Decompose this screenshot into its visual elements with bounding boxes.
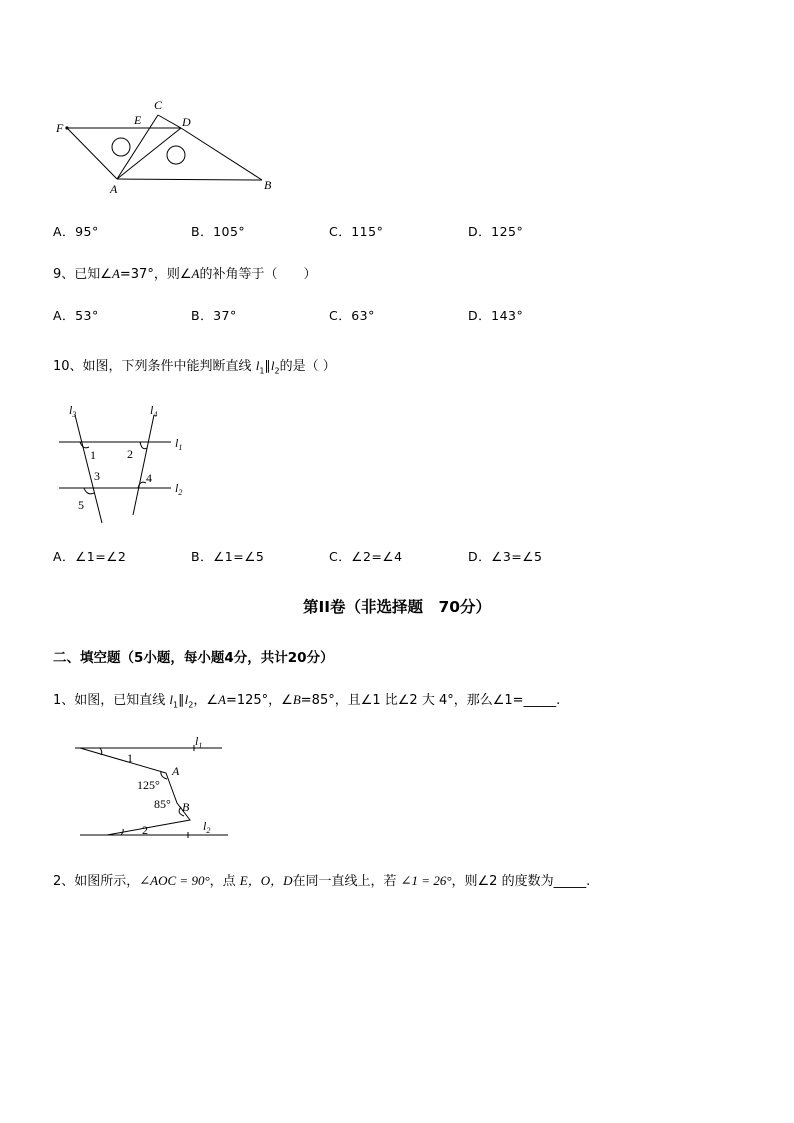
q10-l1: l: [255, 358, 260, 373]
q10-l1-sub: 1: [259, 366, 265, 376]
fig8-label-F: F: [56, 121, 64, 135]
figf1-angle-A-value: 125°: [137, 778, 160, 792]
fill2-text-1: ，点: [209, 874, 240, 889]
figf1-label-l2: $l_2$: [203, 819, 211, 835]
fig8-line-FA: [67, 128, 117, 179]
part2-title: 第II卷（非选择题 70分）: [302, 598, 492, 616]
option-text: 125°: [491, 224, 524, 239]
fill1-l2-sub: 2: [188, 700, 194, 710]
fill1-var-b: B: [292, 692, 301, 707]
option-letter: C．: [329, 308, 352, 323]
fill2-text-2: 在同一直线上，若: [292, 874, 401, 889]
q9-var-a2: A: [191, 266, 200, 281]
q9-option-a[interactable]: [53, 306, 99, 324]
fig10-angle-3: 3: [94, 469, 100, 483]
figure-q8: [0, 0, 794, 210]
fill2-text-prefix: 2、如图所示，: [53, 874, 140, 889]
q9-option-c[interactable]: [329, 306, 375, 324]
option-letter: A．: [53, 224, 76, 239]
option-text: 37°: [213, 308, 237, 323]
option-text: 63°: [351, 308, 375, 323]
fill2-text-3: ，则∠2 的度数为: [451, 874, 554, 889]
option-letter: D．: [468, 549, 492, 564]
question-10: [53, 355, 336, 376]
section2-heading: 二、填空题（5小题，每小题4分，共计20分）: [53, 650, 334, 666]
fig10-label-l2: $l_2$: [175, 481, 183, 497]
fill2-math-aoc: ∠AOC = 90°: [139, 873, 210, 888]
option-text: 95°: [75, 224, 99, 239]
option-letter: C．: [329, 224, 352, 239]
q9-var-a: A: [111, 266, 120, 281]
q8-option-a[interactable]: [53, 222, 99, 240]
fill1-answer-blank[interactable]: _____: [523, 693, 557, 708]
fig8-line-AB: [117, 179, 262, 180]
fig10-label-l4: $l_4$: [150, 403, 158, 419]
fig8-line-CD: [158, 115, 181, 128]
fig8-label-B: B: [264, 178, 272, 192]
option-letter: B．: [191, 549, 214, 564]
fig8-label-C: C: [154, 98, 163, 112]
fig8-label-E: E: [134, 113, 142, 127]
q9-text-middle: =37°，则∠: [119, 267, 192, 282]
fill1-l1-sub: 1: [173, 700, 179, 710]
figf1-label-B: B: [182, 800, 190, 814]
fill1-l2: l: [184, 692, 189, 707]
fill1-l1: l: [169, 692, 174, 707]
fill-question-2: [53, 870, 590, 889]
figf1-polyline: [80, 748, 190, 835]
fig8-line-DB: [181, 128, 262, 180]
q9-option-b[interactable]: [191, 306, 237, 324]
figf1-label-A: A: [172, 764, 180, 778]
option-letter: D．: [468, 224, 492, 239]
q10-option-a[interactable]: [53, 547, 126, 565]
option-text: ∠1=∠5: [213, 549, 265, 564]
fill1-text-1: ，∠: [193, 693, 218, 708]
fill2-points: E，O，D: [239, 873, 293, 888]
option-letter: D．: [468, 308, 492, 323]
figf1-angle-2: 2: [142, 823, 148, 837]
q9-option-d[interactable]: [468, 306, 523, 324]
fig10-angle-4: 4: [146, 471, 152, 485]
option-letter: C．: [329, 549, 352, 564]
q10-option-b[interactable]: [191, 547, 264, 565]
fig10-angle-2: 2: [127, 447, 133, 461]
figf1-angle-1: 1: [127, 751, 133, 765]
fill-question-1: [53, 689, 560, 710]
fill1-text-prefix: 1、如图，已知直线: [53, 693, 170, 708]
q8-option-b[interactable]: [191, 222, 245, 240]
option-letter: B．: [191, 224, 214, 239]
fig8-label-A: A: [110, 182, 118, 196]
option-letter: A．: [53, 549, 76, 564]
fig8-dot-F: [65, 126, 68, 129]
option-text: ∠3=∠5: [491, 549, 543, 564]
fill1-text-end: .: [556, 693, 561, 708]
fill1-text-3: =85°，且∠1 比∠2 大 4°，那么∠1=: [300, 693, 524, 708]
fig10-arc-1: [80, 442, 89, 448]
fill1-var-a: A: [218, 692, 226, 707]
option-letter: A．: [53, 308, 76, 323]
fill2-answer-blank[interactable]: _____: [553, 874, 587, 889]
q10-option-d[interactable]: [468, 547, 542, 565]
fig10-line-l4: [133, 415, 154, 515]
figure-fill1: [0, 730, 794, 840]
option-text: 143°: [491, 308, 524, 323]
q10-text-suffix: 的是（ ）: [279, 359, 336, 374]
q10-option-c[interactable]: [329, 547, 403, 565]
figure-q10: [0, 395, 794, 535]
fig8-circle-left: [112, 138, 130, 156]
option-text: ∠2=∠4: [351, 549, 403, 564]
option-text: ∠1=∠2: [75, 549, 127, 564]
q10-l2-sub: 2: [274, 366, 280, 376]
fill1-text-2: =125°，∠: [225, 693, 293, 708]
fill2-text-end: .: [586, 874, 591, 889]
fig8-label-D: D: [182, 115, 191, 129]
q8-option-d[interactable]: [468, 222, 523, 240]
figf1-angle-B-value: 85°: [154, 797, 171, 811]
q9-text-prefix: 9、已知∠: [53, 267, 112, 282]
q10-parallel: ∥: [264, 359, 271, 374]
q8-option-c[interactable]: [329, 222, 383, 240]
fig10-arc-2: [140, 442, 147, 449]
fig10-angle-5: 5: [78, 498, 84, 512]
question-9: [53, 263, 316, 282]
q9-text-suffix: 的补角等于（ ）: [199, 267, 317, 282]
fig10-label-l1: $l_1$: [175, 436, 183, 452]
fill1-parallel: ∥: [178, 693, 185, 708]
fig10-arc-3: [84, 488, 94, 494]
option-text: 115°: [351, 224, 384, 239]
q10-l2: l: [270, 358, 275, 373]
option-text: 53°: [75, 308, 99, 323]
fig10-label-l3: $l_3$: [69, 403, 77, 419]
fill2-math-angle1: ∠1 = 26°: [400, 873, 452, 888]
q10-text-prefix: 10、如图，下列条件中能判断直线: [53, 359, 256, 374]
fig8-circle-right: [167, 146, 185, 164]
option-letter: B．: [191, 308, 214, 323]
option-text: 105°: [213, 224, 246, 239]
fig10-angle-1: 1: [90, 448, 96, 462]
figf1-label-l1: $l_1$: [195, 734, 203, 750]
